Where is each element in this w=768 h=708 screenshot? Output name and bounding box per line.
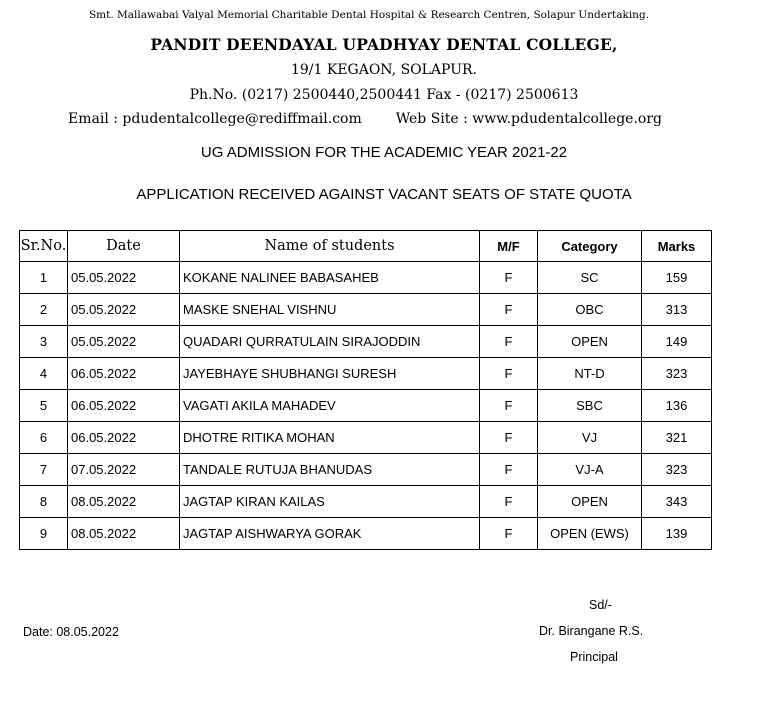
table-row bbox=[20, 326, 712, 358]
cell-student-name: JAGTAP KIRAN KAILAS bbox=[180, 486, 480, 518]
signatory-name: Dr. Birangane R.S. bbox=[539, 624, 644, 638]
cell-marks: 139 bbox=[642, 518, 712, 550]
table-row bbox=[20, 422, 712, 454]
cell-date: 06.05.2022 bbox=[68, 390, 180, 422]
cell-marks: 149 bbox=[642, 326, 712, 358]
table-row bbox=[20, 262, 712, 294]
cell-student-name: MASKE SNEHAL VISHNU bbox=[180, 294, 480, 326]
college-address: 19/1 KEGAON, SOLAPUR. bbox=[290, 62, 478, 78]
table-row bbox=[20, 454, 712, 486]
header-gender: M/F bbox=[480, 231, 538, 262]
cell-student-name: TANDALE RUTUJA BHANUDAS bbox=[180, 454, 480, 486]
cell-category: SBC bbox=[538, 390, 642, 422]
cell-gender: F bbox=[480, 326, 538, 358]
cell-sr-no: 1 bbox=[20, 262, 68, 294]
cell-date: 05.05.2022 bbox=[68, 326, 180, 358]
table-row bbox=[20, 486, 712, 518]
cell-sr-no: 3 bbox=[20, 326, 68, 358]
cell-date: 05.05.2022 bbox=[68, 294, 180, 326]
footer-date: Date: 08.05.2022 bbox=[23, 625, 119, 639]
header-sr-no: Sr.No. bbox=[20, 231, 68, 262]
cell-sr-no: 8 bbox=[20, 486, 68, 518]
cell-category: OPEN (EWS) bbox=[538, 518, 642, 550]
header-marks: Marks bbox=[642, 231, 712, 262]
cell-student-name: KOKANE NALINEE BABASAHEB bbox=[180, 262, 480, 294]
cell-category: SC bbox=[538, 262, 642, 294]
cell-category: OBC bbox=[538, 294, 642, 326]
cell-sr-no: 9 bbox=[20, 518, 68, 550]
cell-date: 07.05.2022 bbox=[68, 454, 180, 486]
cell-marks: 323 bbox=[642, 358, 712, 390]
cell-category: NT-D bbox=[538, 358, 642, 390]
signature-sd: Sd/- bbox=[589, 598, 612, 612]
cell-sr-no: 6 bbox=[20, 422, 68, 454]
website-text: Web Site : www.pdudentalcollege.org bbox=[395, 111, 662, 127]
cell-marks: 323 bbox=[642, 454, 712, 486]
cell-marks: 136 bbox=[642, 390, 712, 422]
cell-category: VJ bbox=[538, 422, 642, 454]
cell-date: 08.05.2022 bbox=[68, 486, 180, 518]
table-header-row bbox=[20, 231, 712, 262]
trust-line: Smt. Mallawabai Valyal Memorial Charitable Dental Hospital & Research Centren, Solapur Undertaking. bbox=[88, 9, 650, 21]
cell-marks: 159 bbox=[642, 262, 712, 294]
contact-line bbox=[0, 111, 749, 127]
cell-gender: F bbox=[480, 390, 538, 422]
table-row bbox=[20, 294, 712, 326]
cell-date: 08.05.2022 bbox=[68, 518, 180, 550]
cell-student-name: VAGATI AKILA MAHADEV bbox=[180, 390, 480, 422]
cell-student-name: JAGTAP AISHWARYA GORAK bbox=[180, 518, 480, 550]
cell-student-name: JAYEBHAYE SHUBHANGI SURESH bbox=[180, 358, 480, 390]
cell-date: 06.05.2022 bbox=[68, 358, 180, 390]
cell-marks: 343 bbox=[642, 486, 712, 518]
cell-marks: 321 bbox=[642, 422, 712, 454]
signatory-designation: Principal bbox=[570, 650, 618, 664]
cell-marks: 313 bbox=[642, 294, 712, 326]
cell-gender: F bbox=[480, 422, 538, 454]
header-date: Date bbox=[68, 231, 180, 262]
header-name: Name of students bbox=[180, 231, 480, 262]
cell-gender: F bbox=[480, 358, 538, 390]
cell-sr-no: 4 bbox=[20, 358, 68, 390]
email-text: Email : pdudentalcollege@rediffmail.com bbox=[68, 111, 362, 127]
phone-fax-line: Ph.No. (0217) 2500440,2500441 Fax - (0217) 2500613 bbox=[189, 87, 579, 103]
cell-gender: F bbox=[480, 262, 538, 294]
cell-gender: F bbox=[480, 486, 538, 518]
document-title: UG ADMISSION FOR THE ACADEMIC YEAR 2021-22 bbox=[200, 144, 568, 161]
cell-category: VJ-A bbox=[538, 454, 642, 486]
cell-gender: F bbox=[480, 294, 538, 326]
table-row bbox=[20, 390, 712, 422]
college-name: PANDIT DEENDAYAL UPADHYAY DENTAL COLLEGE, bbox=[150, 35, 618, 54]
header-category: Category bbox=[538, 231, 642, 262]
table-row bbox=[20, 358, 712, 390]
cell-sr-no: 2 bbox=[20, 294, 68, 326]
cell-sr-no: 5 bbox=[20, 390, 68, 422]
cell-date: 05.05.2022 bbox=[68, 262, 180, 294]
cell-gender: F bbox=[480, 454, 538, 486]
cell-student-name: QUADARI QURRATULAIN SIRAJODDIN bbox=[180, 326, 480, 358]
cell-category: OPEN bbox=[538, 326, 642, 358]
cell-student-name: DHOTRE RITIKA MOHAN bbox=[180, 422, 480, 454]
cell-date: 06.05.2022 bbox=[68, 422, 180, 454]
cell-gender: F bbox=[480, 518, 538, 550]
cell-sr-no: 7 bbox=[20, 454, 68, 486]
applications-table bbox=[19, 230, 712, 550]
cell-category: OPEN bbox=[538, 486, 642, 518]
table-row bbox=[20, 518, 712, 550]
document-subtitle: APPLICATION RECEIVED AGAINST VACANT SEATS OF STATE QUOTA bbox=[136, 186, 632, 203]
